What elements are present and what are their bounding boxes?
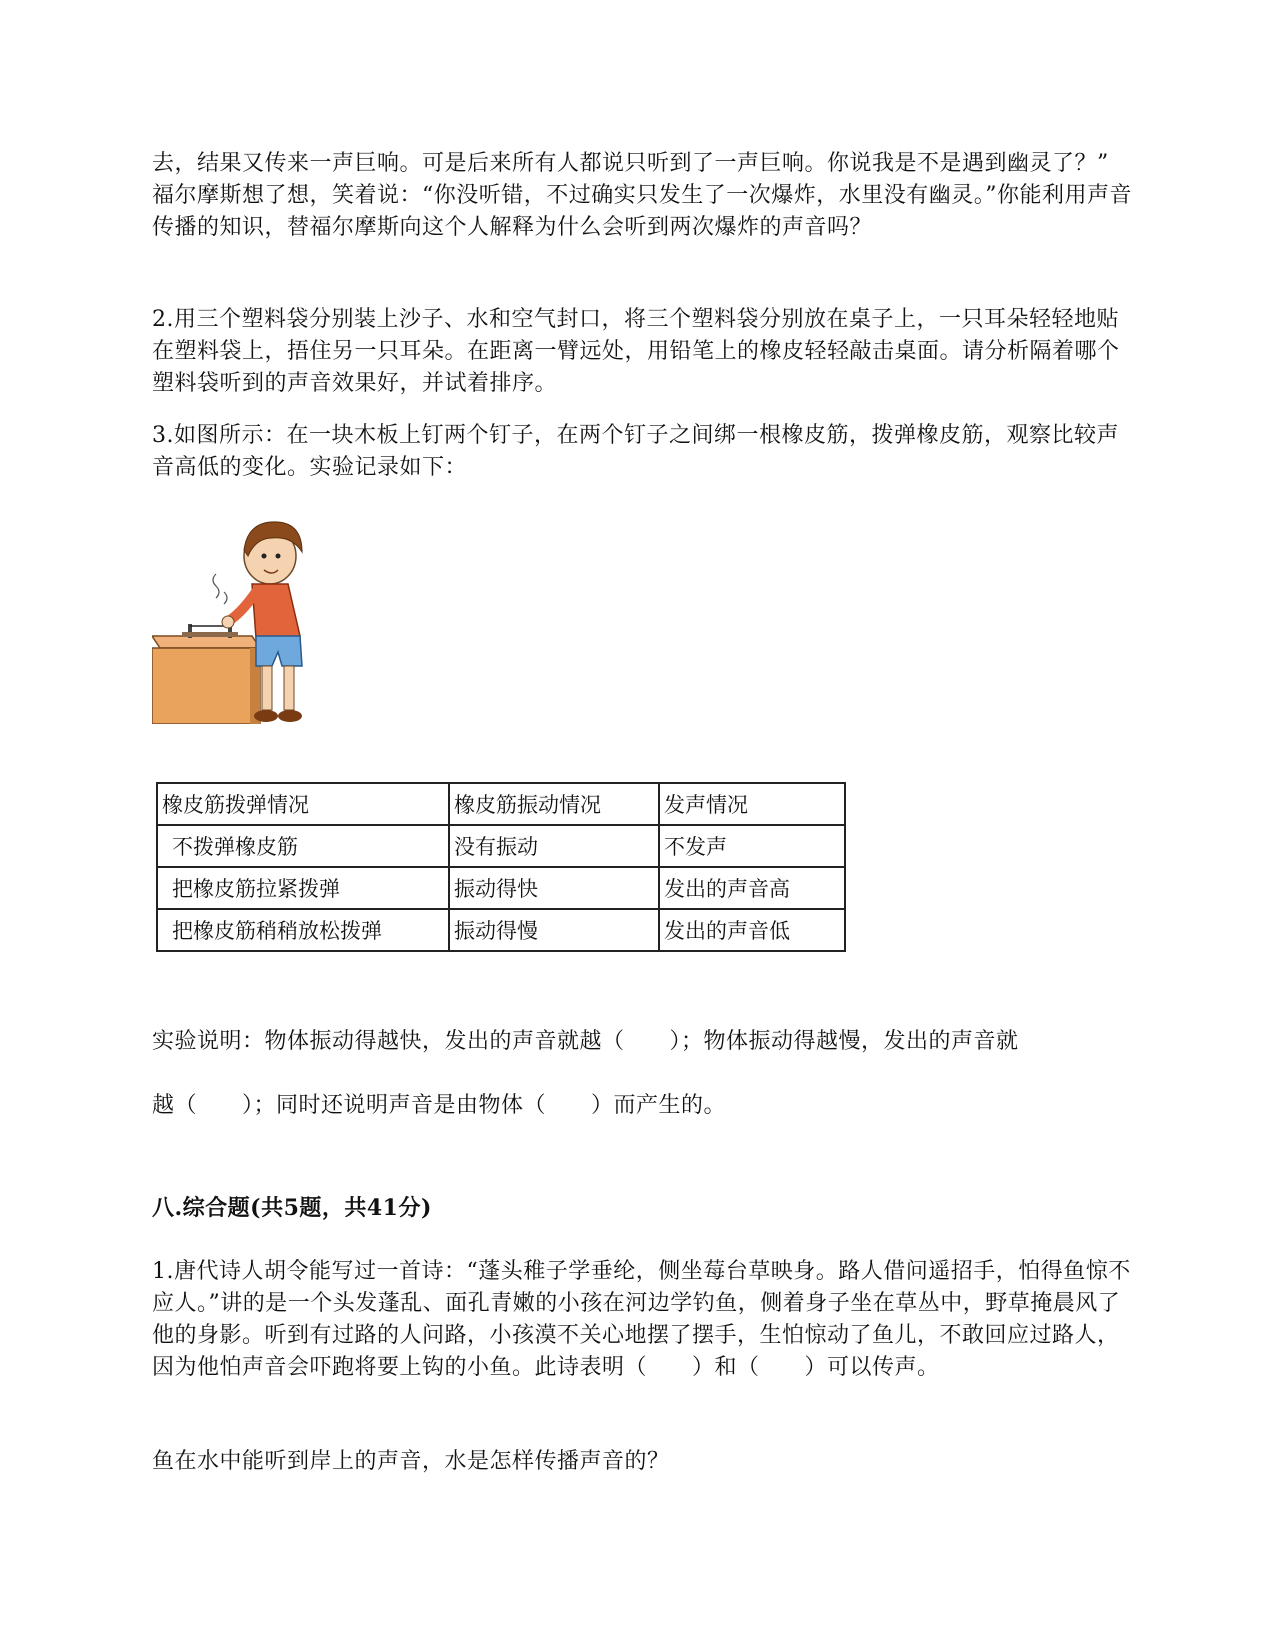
question-8-1: 1.唐代诗人胡令能写过一首诗：“蓬头稚子学垂纶，侧坐莓台草映身。路人借问遥招手，怕得鱼惊不应人。”讲的是一个头发蓬乱、面孔青嫩的小孩在河边学钓鱼，侧着身子坐在草丛中，野草掩晨风了他的身影。听到有过路的人问路，小孩漠不关心地摆了摆手，生怕惊动了鱼儿，不敢回应过路人，因为他怕声音会吓跑将要上钩的小鱼。此诗表明（ ）和（ ）可以传声。 <box>152 1259 1131 1380</box>
table-header-row <box>157 783 845 825</box>
question-8-1-sub: 鱼在水中能听到岸上的声音，水是怎样传播声音的？ <box>152 1449 670 1474</box>
experiment-explanation-line-1: 实验说明：物体振动得越快，发出的声音就越（ ）；物体振动得越慢，发出的声音就 <box>152 1029 1019 1054</box>
table-cell: 发出的声音低 <box>659 909 845 951</box>
table-row <box>157 909 845 951</box>
table-cell: 发出的声音高 <box>659 867 845 909</box>
experiment-explanation-line-2: 越（ ）；同时还说明声音是由物体（ ）而产生的。 <box>152 1093 727 1118</box>
table-cell: 把橡皮筋稍稍放松拨弹 <box>157 909 449 951</box>
section-8-heading: 八.综合题(共5题，共41分) <box>152 1195 432 1221</box>
boy-plucking-rubber-band-illustration <box>152 516 312 724</box>
table-row <box>157 825 845 867</box>
question-2: 2.用三个塑料袋分别装上沙子、水和空气封口，将三个塑料袋分别放在桌子上，一只耳朵轻轻地贴在塑料袋上，捂住另一只耳朵。在距离一臂远处，用铅笔上的橡皮轻轻敲击桌面。请分析隔着哪个塑料袋听到的声音效果好，并试着排序。 <box>152 307 1120 396</box>
table-cell: 振动得快 <box>449 867 659 909</box>
question-3: 3.如图所示：在一块木板上钉两个钉子，在两个钉子之间绑一根橡皮筋，拨弹橡皮筋，观察比较声音高低的变化。实验记录如下： <box>152 423 1119 480</box>
table-row <box>157 867 845 909</box>
table-header-cell: 发声情况 <box>659 783 845 825</box>
table-header-cell: 橡皮筋振动情况 <box>449 783 659 825</box>
table-cell: 不拨弹橡皮筋 <box>157 825 449 867</box>
table-cell: 振动得慢 <box>449 909 659 951</box>
table-cell: 把橡皮筋拉紧拨弹 <box>157 867 449 909</box>
table-cell: 没有振动 <box>449 825 659 867</box>
table-header-cell: 橡皮筋拨弹情况 <box>157 783 449 825</box>
question-prev-continuation: 去，结果又传来一声巨响。可是后来所有人都说只听到了一声巨响。你说我是不是遇到幽灵了？” 福尔摩斯想了想，笑着说：“你没听错，不过确实只发生了一次爆炸，水里没有幽灵。”你能利用声音传播的知识，替福尔摩斯向这个人解释为什么会听到两次爆炸的声音吗？ <box>152 151 1132 240</box>
table-cell: 不发声 <box>659 825 845 867</box>
experiment-record-table <box>156 782 846 952</box>
